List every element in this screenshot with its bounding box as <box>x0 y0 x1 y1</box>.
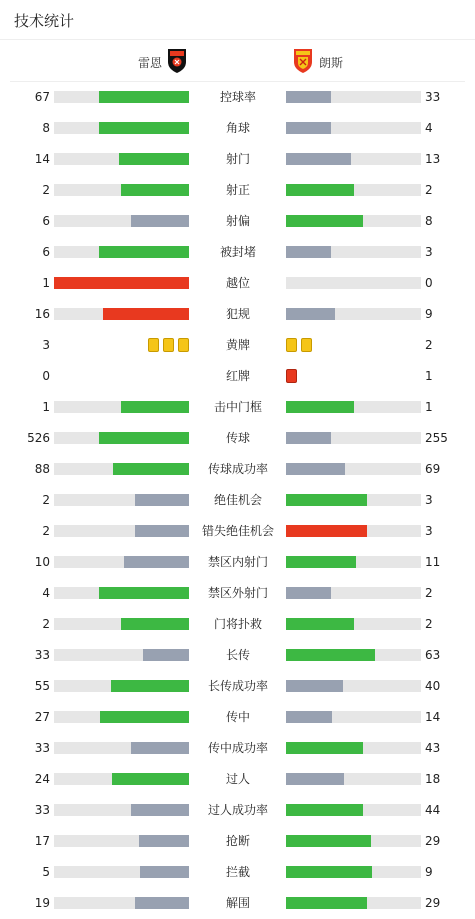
away-stat-bar <box>286 432 421 444</box>
away-stat-bar <box>286 246 421 258</box>
home-stat-bar-fill <box>135 897 189 909</box>
stat-row <box>0 764 475 795</box>
teams-header <box>0 41 475 81</box>
stat-label: 被封堵 <box>219 245 256 259</box>
home-stat-bar <box>54 463 189 475</box>
away-stat-value: 33 <box>425 90 441 104</box>
away-stat-value: 255 <box>425 431 448 445</box>
home-stat-bar <box>54 897 189 909</box>
red-card-icon <box>286 369 297 383</box>
away-stat-bar-fill <box>286 308 335 320</box>
away-stat-value: 69 <box>425 462 441 476</box>
away-stat-value: 8 <box>425 214 433 228</box>
home-stat-bar-fill <box>121 401 189 413</box>
away-cards <box>286 338 314 352</box>
away-stat-value: 11 <box>425 555 441 569</box>
home-stat-bar-fill <box>113 463 189 475</box>
home-stat-value: 0 <box>42 369 50 383</box>
away-stat-bar-fill <box>286 246 331 258</box>
home-stat-bar-fill <box>99 91 189 103</box>
stat-label: 抢断 <box>225 834 250 848</box>
away-stat-bar-fill <box>286 153 351 165</box>
stat-label: 绝佳机会 <box>213 493 262 507</box>
home-stat-bar <box>54 246 189 258</box>
away-stat-value: 9 <box>425 865 433 879</box>
home-stat-value: 33 <box>34 741 50 755</box>
home-stat-bar-fill <box>121 184 189 196</box>
away-stat-value: 3 <box>425 524 433 538</box>
away-stat-value: 18 <box>425 772 441 786</box>
away-stat-value: 1 <box>425 400 433 414</box>
away-stat-bar-fill <box>286 835 371 847</box>
stat-row <box>0 330 475 361</box>
away-stat-bar <box>286 122 421 134</box>
away-stat-bar <box>286 804 421 816</box>
stat-label: 黄牌 <box>225 338 250 352</box>
home-stat-bar <box>54 91 189 103</box>
home-stat-value: 2 <box>42 524 50 538</box>
away-cards <box>286 369 299 383</box>
away-stat-bar <box>286 277 421 289</box>
home-stat-bar <box>54 432 189 444</box>
home-stat-bar-fill <box>103 308 189 320</box>
away-stat-value: 13 <box>425 152 441 166</box>
away-stat-bar <box>286 525 421 537</box>
home-stat-bar <box>54 866 189 878</box>
home-stat-bar-fill <box>135 525 189 537</box>
stat-row <box>0 547 475 578</box>
home-stat-bar-fill <box>99 122 189 134</box>
stat-row <box>0 175 475 206</box>
stat-row <box>0 299 475 330</box>
home-stat-bar <box>54 122 189 134</box>
stat-label: 长传成功率 <box>207 679 268 693</box>
yellow-card-icon <box>148 338 159 352</box>
stat-label: 射偏 <box>225 214 250 228</box>
away-team-name: 朗斯 <box>319 56 344 70</box>
home-stat-value: 1 <box>42 276 50 290</box>
home-stat-bar <box>54 525 189 537</box>
away-stat-value: 44 <box>425 803 441 817</box>
away-stat-bar <box>286 742 421 754</box>
stat-label: 红牌 <box>225 369 250 383</box>
away-stat-value: 0 <box>425 276 433 290</box>
stat-row <box>0 82 475 113</box>
home-stat-bar <box>54 494 189 506</box>
away-stat-bar <box>286 401 421 413</box>
away-stat-value: 2 <box>425 338 433 352</box>
stat-label: 过人成功率 <box>207 803 268 817</box>
stat-label: 越位 <box>225 276 250 290</box>
away-stat-bar <box>286 897 421 909</box>
away-stat-value: 29 <box>425 834 441 848</box>
home-cards <box>146 338 189 352</box>
stat-label: 控球率 <box>219 90 256 104</box>
away-stat-bar <box>286 649 421 661</box>
away-stat-bar <box>286 91 421 103</box>
stat-label: 击中门框 <box>213 400 262 414</box>
away-stat-value: 2 <box>425 617 433 631</box>
home-stat-bar-fill <box>99 587 189 599</box>
away-stat-value: 2 <box>425 586 433 600</box>
away-stat-bar-fill <box>286 432 331 444</box>
home-stat-bar-fill <box>131 215 189 227</box>
away-stat-bar <box>286 835 421 847</box>
home-stat-value: 14 <box>34 152 50 166</box>
home-stat-value: 526 <box>27 431 50 445</box>
home-stat-bar-fill <box>100 711 189 723</box>
home-stat-value: 3 <box>42 338 50 352</box>
away-stat-bar-fill <box>286 556 356 568</box>
away-stat-bar-fill <box>286 122 331 134</box>
away-stat-bar <box>286 773 421 785</box>
home-stat-value: 33 <box>34 648 50 662</box>
header <box>0 0 475 40</box>
home-stat-value: 2 <box>42 183 50 197</box>
stat-label: 传中成功率 <box>207 741 268 755</box>
home-stat-bar-fill <box>119 153 189 165</box>
home-stat-bar <box>54 742 189 754</box>
home-stat-bar-fill <box>112 773 189 785</box>
away-stat-value: 3 <box>425 245 433 259</box>
stat-row <box>0 237 475 268</box>
away-stat-bar <box>286 215 421 227</box>
home-stat-value: 55 <box>34 679 50 693</box>
home-stat-value: 2 <box>42 493 50 507</box>
home-stat-value: 2 <box>42 617 50 631</box>
home-stat-bar-fill <box>131 742 189 754</box>
stat-row <box>0 144 475 175</box>
home-stat-bar-fill <box>131 804 189 816</box>
home-stat-value: 19 <box>34 896 50 910</box>
stat-row <box>0 361 475 392</box>
rennes-crest-icon <box>166 48 188 74</box>
stat-row <box>0 423 475 454</box>
away-stat-bar-fill <box>286 773 344 785</box>
away-stat-bar <box>286 866 421 878</box>
stat-row <box>0 454 475 485</box>
lens-crest-icon <box>292 48 314 74</box>
home-stat-value: 67 <box>34 90 50 104</box>
home-stat-bar <box>54 680 189 692</box>
home-stat-bar <box>54 773 189 785</box>
home-stat-value: 1 <box>42 400 50 414</box>
away-stat-bar-fill <box>286 804 363 816</box>
away-stat-value: 3 <box>425 493 433 507</box>
stat-row <box>0 702 475 733</box>
home-stat-bar-fill <box>111 680 189 692</box>
away-stat-bar-fill <box>286 618 354 630</box>
away-stat-bar-fill <box>286 897 367 909</box>
away-stat-value: 9 <box>425 307 433 321</box>
home-stat-bar <box>54 618 189 630</box>
away-stat-bar-fill <box>286 742 363 754</box>
home-stat-value: 5 <box>42 865 50 879</box>
home-stat-bar <box>54 649 189 661</box>
away-stat-value: 1 <box>425 369 433 383</box>
away-stat-bar <box>286 711 421 723</box>
home-stat-bar-fill <box>99 432 189 444</box>
stat-row <box>0 640 475 671</box>
home-stat-bar-fill <box>121 618 189 630</box>
stat-row <box>0 268 475 299</box>
away-stat-bar-fill <box>286 649 375 661</box>
away-stat-bar-fill <box>286 91 331 103</box>
away-stat-bar-fill <box>286 680 343 692</box>
home-stat-bar <box>54 401 189 413</box>
page-title: 技术统计 <box>14 12 75 30</box>
home-stat-bar <box>54 835 189 847</box>
home-stat-bar-fill <box>139 835 189 847</box>
away-stat-bar <box>286 556 421 568</box>
home-stat-value: 17 <box>34 834 50 848</box>
home-stat-value: 6 <box>42 214 50 228</box>
home-stat-value: 8 <box>42 121 50 135</box>
stat-label: 射门 <box>225 152 250 166</box>
stat-row <box>0 392 475 423</box>
away-stat-bar-fill <box>286 494 367 506</box>
home-stat-value: 6 <box>42 245 50 259</box>
away-stat-bar-fill <box>286 525 367 537</box>
away-stat-bar <box>286 680 421 692</box>
away-stat-value: 40 <box>425 679 441 693</box>
home-team-name: 雷恩 <box>137 56 162 70</box>
stat-row <box>0 609 475 640</box>
home-stat-bar <box>54 556 189 568</box>
yellow-card-icon <box>286 338 297 352</box>
home-stat-bar <box>54 711 189 723</box>
away-stat-bar-fill <box>286 401 354 413</box>
stat-row <box>0 857 475 888</box>
stat-label: 射正 <box>225 183 250 197</box>
away-stat-bar-fill <box>286 866 372 878</box>
away-stat-bar <box>286 463 421 475</box>
yellow-card-icon <box>178 338 189 352</box>
away-stat-bar-fill <box>286 184 354 196</box>
stat-row <box>0 733 475 764</box>
stat-row <box>0 826 475 857</box>
stat-label: 禁区外射门 <box>207 586 268 600</box>
away-stat-bar <box>286 153 421 165</box>
stat-row <box>0 888 475 919</box>
away-stat-value: 2 <box>425 183 433 197</box>
away-stat-bar-fill <box>286 463 345 475</box>
stat-label: 角球 <box>225 121 250 135</box>
stat-row <box>0 485 475 516</box>
home-stat-value: 88 <box>34 462 50 476</box>
away-stat-bar <box>286 494 421 506</box>
away-stat-bar <box>286 308 421 320</box>
home-stat-bar-fill <box>143 649 189 661</box>
home-stat-bar-fill <box>124 556 189 568</box>
away-stat-value: 63 <box>425 648 441 662</box>
home-stat-bar <box>54 804 189 816</box>
away-stat-value: 14 <box>425 710 441 724</box>
home-stat-bar <box>54 153 189 165</box>
home-stat-value: 33 <box>34 803 50 817</box>
away-stat-bar <box>286 587 421 599</box>
stat-row <box>0 113 475 144</box>
away-stat-value: 29 <box>425 896 441 910</box>
stat-label: 禁区内射门 <box>207 555 268 569</box>
home-stat-bar <box>54 277 189 289</box>
stat-label: 门将扑救 <box>213 617 262 631</box>
yellow-card-icon <box>163 338 174 352</box>
away-stat-bar-fill <box>286 711 332 723</box>
stat-row <box>0 671 475 702</box>
away-stat-value: 4 <box>425 121 433 135</box>
away-stat-bar-fill <box>286 587 331 599</box>
stat-label: 过人 <box>225 772 250 786</box>
home-stat-bar <box>54 308 189 320</box>
home-stat-bar-fill <box>135 494 189 506</box>
home-stat-bar <box>54 184 189 196</box>
home-stat-bar-fill <box>54 277 189 289</box>
home-stat-value: 24 <box>34 772 50 786</box>
stat-row <box>0 578 475 609</box>
home-stat-value: 27 <box>34 710 50 724</box>
stat-label: 传球成功率 <box>207 462 268 476</box>
stat-row <box>0 206 475 237</box>
stat-label: 犯规 <box>225 307 250 321</box>
yellow-card-icon <box>301 338 312 352</box>
home-stat-bar <box>54 587 189 599</box>
home-stat-value: 4 <box>42 586 50 600</box>
stat-label: 拦截 <box>225 865 250 879</box>
home-stat-bar <box>54 215 189 227</box>
stat-label: 传中 <box>225 710 250 724</box>
away-stat-value: 43 <box>425 741 441 755</box>
home-stat-bar-fill <box>99 246 189 258</box>
home-stat-value: 10 <box>34 555 50 569</box>
stat-label: 长传 <box>225 648 250 662</box>
away-stat-bar <box>286 618 421 630</box>
home-stat-value: 16 <box>34 307 50 321</box>
stat-row <box>0 795 475 826</box>
stat-label: 错失绝佳机会 <box>201 524 274 538</box>
stat-label: 解围 <box>225 896 250 910</box>
home-stat-bar-fill <box>140 866 189 878</box>
stat-row <box>0 516 475 547</box>
away-stat-bar-fill <box>286 215 363 227</box>
away-stat-bar <box>286 184 421 196</box>
stat-label: 传球 <box>225 431 250 445</box>
